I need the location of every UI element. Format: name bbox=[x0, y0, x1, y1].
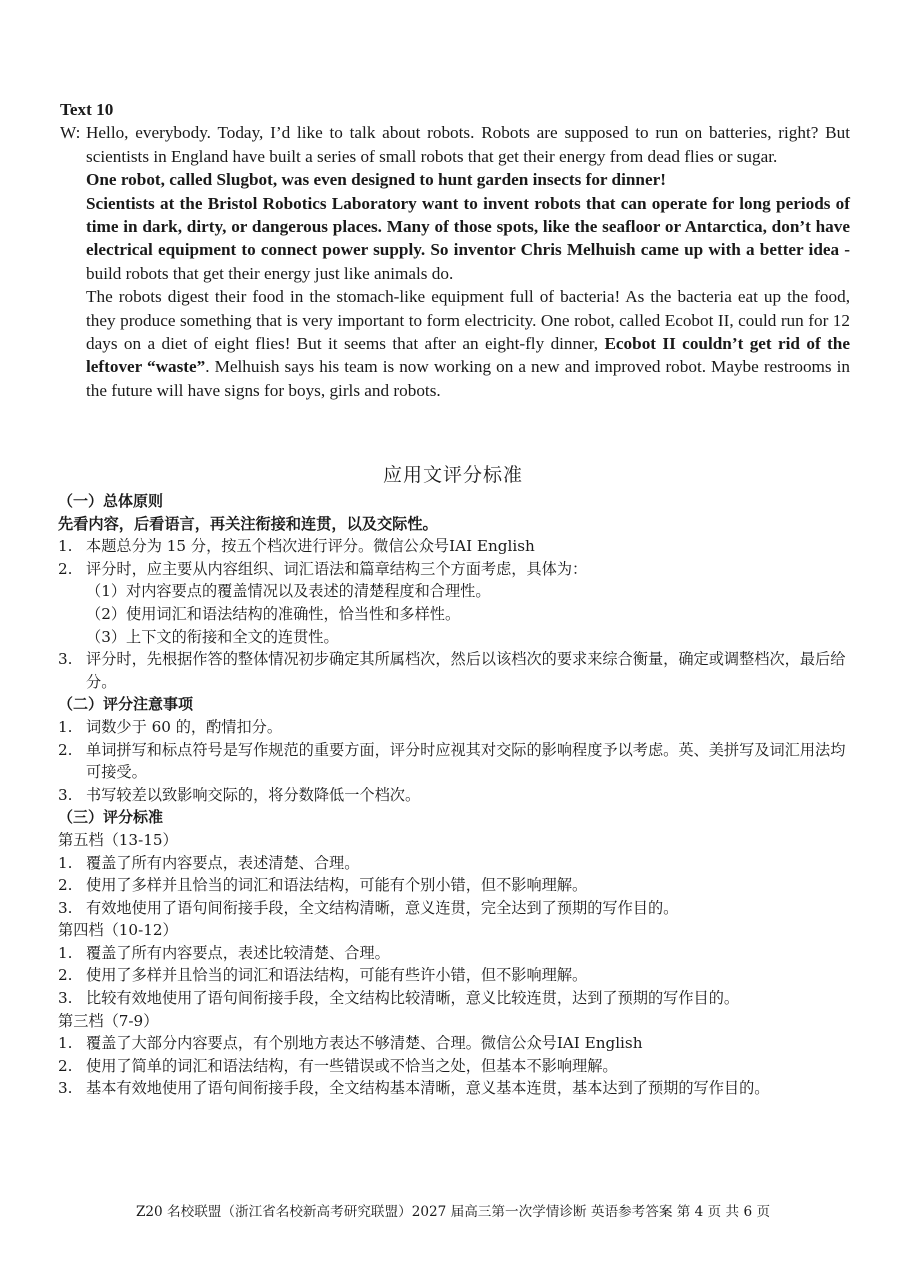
item-number: 1. bbox=[58, 853, 73, 872]
list-item bbox=[58, 535, 850, 558]
section-title-notes: （二）评分注意事项 bbox=[58, 695, 194, 714]
transcript-paragraph-2: One robot, called Slugbot, was even designed to hunt garden insects for dinner! bbox=[86, 170, 666, 190]
item-text: 评分时，先根据作答的整体情况初步确定其所属档次，然后以该档次的要求来综合衡量，确定或调整档次，最后给分。 bbox=[86, 650, 846, 691]
list-item bbox=[58, 942, 850, 965]
list-item bbox=[58, 1032, 850, 1055]
item-number: 2. bbox=[58, 1056, 73, 1075]
item-number: 2. bbox=[58, 559, 73, 578]
item-number: 3. bbox=[58, 898, 73, 917]
transcript-bold-span: Scientists at the Bristol Robotics Laboratory want to invent robots that can operate for long periods of time in dark, dirty, or dangerous places. Many of those spots, like the seafloor or Antarctica, don’t have electrical equipment to connect power supply. So inventor Chris Melhuish came up with a better idea - bbox=[86, 193, 850, 260]
speaker-label: W: bbox=[60, 123, 81, 143]
listening-transcript bbox=[60, 98, 850, 402]
item-number: 3. bbox=[58, 1079, 73, 1098]
list-item bbox=[58, 1077, 850, 1100]
item-number: 1. bbox=[58, 717, 73, 736]
section-title-standards: （三）评分标准 bbox=[58, 808, 164, 827]
list-item bbox=[58, 558, 850, 581]
item-text: 使用了多样并且恰当的词汇和语法结构，可能有些许小错，但不影响理解。 bbox=[86, 966, 588, 985]
item-text: 基本有效地使用了语句间衔接手段，全文结构基本清晰，意义基本连贯，基本达到了预期的写作目的。 bbox=[86, 1079, 770, 1098]
item-text: 单词拼写和标点符号是写作规范的重要方面，评分时应视其对交际的影响程度予以考虑。英、美拼写及词汇用法均可接受。 bbox=[86, 740, 846, 782]
item-number: 2. bbox=[58, 740, 73, 759]
list-item bbox=[58, 897, 850, 920]
sub-item: （1）对内容要点的覆盖情况以及表述的清楚程度和合理性。 bbox=[86, 582, 491, 601]
item-text: 评分时，应主要从内容组织、词汇语法和篇章结构三个方面考虑，具体为： bbox=[86, 559, 588, 578]
general-principle-lead: 先看内容，后看语言，再关注衔接和连贯，以及交际性。 bbox=[58, 514, 438, 533]
transcript-span: build robots that get their energy just like animals do. bbox=[86, 263, 454, 283]
transcript-line bbox=[60, 121, 850, 168]
transcript-paragraph-4 bbox=[60, 285, 850, 402]
list-item bbox=[58, 784, 850, 807]
item-text: 覆盖了所有内容要点，表述比较清楚、合理。 bbox=[86, 943, 390, 962]
band-label: 第五档（13-15） bbox=[58, 830, 178, 849]
list-item bbox=[58, 964, 850, 987]
item-text: 书写较差以致影响交际的，将分数降低一个档次。 bbox=[86, 785, 421, 804]
list-item bbox=[58, 1055, 850, 1078]
item-number: 3. bbox=[58, 989, 73, 1008]
item-text: 使用了多样并且恰当的词汇和语法结构，可能有个别小错，但不影响理解。 bbox=[86, 876, 588, 895]
item-number: 2. bbox=[58, 966, 73, 985]
item-number: 1. bbox=[58, 943, 73, 962]
sub-item: （3）上下文的衔接和全文的连贯性。 bbox=[86, 627, 339, 646]
list-item bbox=[58, 739, 850, 784]
band-label: 第三档（7-9） bbox=[58, 1011, 159, 1030]
page-footer: Z20 名校联盟（浙江省名校新高考研究联盟）2027 届高三第一次学情诊断 英语参考答案 第 4 页 共 6 页 bbox=[135, 1204, 771, 1220]
transcript-paragraph-1: Hello, everybody. Today, I’d like to talk about robots. Robots are supposed to run on batteries, right? But scientists in England have built a series of small robots that get their energy from dead flies or sugar. bbox=[86, 123, 850, 166]
item-text: 有效地使用了语句间衔接手段，全文结构清晰，意义连贯，完全达到了预期的写作目的。 bbox=[86, 898, 679, 917]
item-text: 覆盖了所有内容要点，表述清楚、合理。 bbox=[86, 853, 360, 872]
list-item bbox=[58, 852, 850, 875]
item-number: 1. bbox=[58, 1034, 73, 1053]
section-title-general: （一）总体原则 bbox=[58, 492, 164, 510]
list-item bbox=[58, 987, 850, 1010]
item-text: 覆盖了大部分内容要点，有个别地方表达不够清楚、合理。微信公众号IAI English bbox=[86, 1034, 643, 1053]
transcript-bold-span: Ecobot II couldn’t get rid of the leftover “waste” bbox=[86, 334, 850, 377]
list-item bbox=[58, 716, 850, 739]
scoring-criteria bbox=[58, 490, 850, 1100]
item-text: 本题总分为 15 分，按五个档次进行评分。微信公众号IAI English bbox=[86, 537, 535, 556]
list-item bbox=[58, 648, 850, 693]
item-number: 3. bbox=[58, 785, 73, 804]
item-text: 比较有效地使用了语句间衔接手段，全文结构比较清晰，意义比较连贯，达到了预期的写作目的。 bbox=[86, 989, 740, 1008]
sub-item: （2）使用词汇和语法结构的准确性，恰当性和多样性。 bbox=[86, 604, 461, 623]
transcript-paragraph-3 bbox=[60, 192, 850, 286]
transcript-title: Text 10 bbox=[60, 100, 114, 119]
band-label: 第四档（10-12） bbox=[58, 921, 178, 940]
transcript-span: . Melhuish says his team is now working on a new and improved robot. Maybe restrooms in the future will have signs for boys, girls and robots. bbox=[86, 357, 850, 400]
item-text: 使用了简单的词汇和语法结构，有一些错误或不恰当之处，但基本不影响理解。 bbox=[86, 1056, 618, 1075]
item-text: 词数少于 60 的，酌情扣分。 bbox=[86, 717, 283, 736]
item-number: 2. bbox=[58, 876, 73, 895]
item-number: 1. bbox=[58, 537, 73, 556]
criteria-heading: 应用文评分标准 bbox=[382, 464, 523, 486]
item-number: 3. bbox=[58, 650, 73, 669]
transcript-span: The robots digest their food in the stomach-like equipment full of bacteria! As the bacteria eat up the food, they produce something that is very important to form electricity. One robot, called Ecobot II, could run for 12 days on a diet of eight flies! But it seems that after an eight-fly dinner, bbox=[86, 287, 850, 354]
list-item bbox=[58, 874, 850, 897]
